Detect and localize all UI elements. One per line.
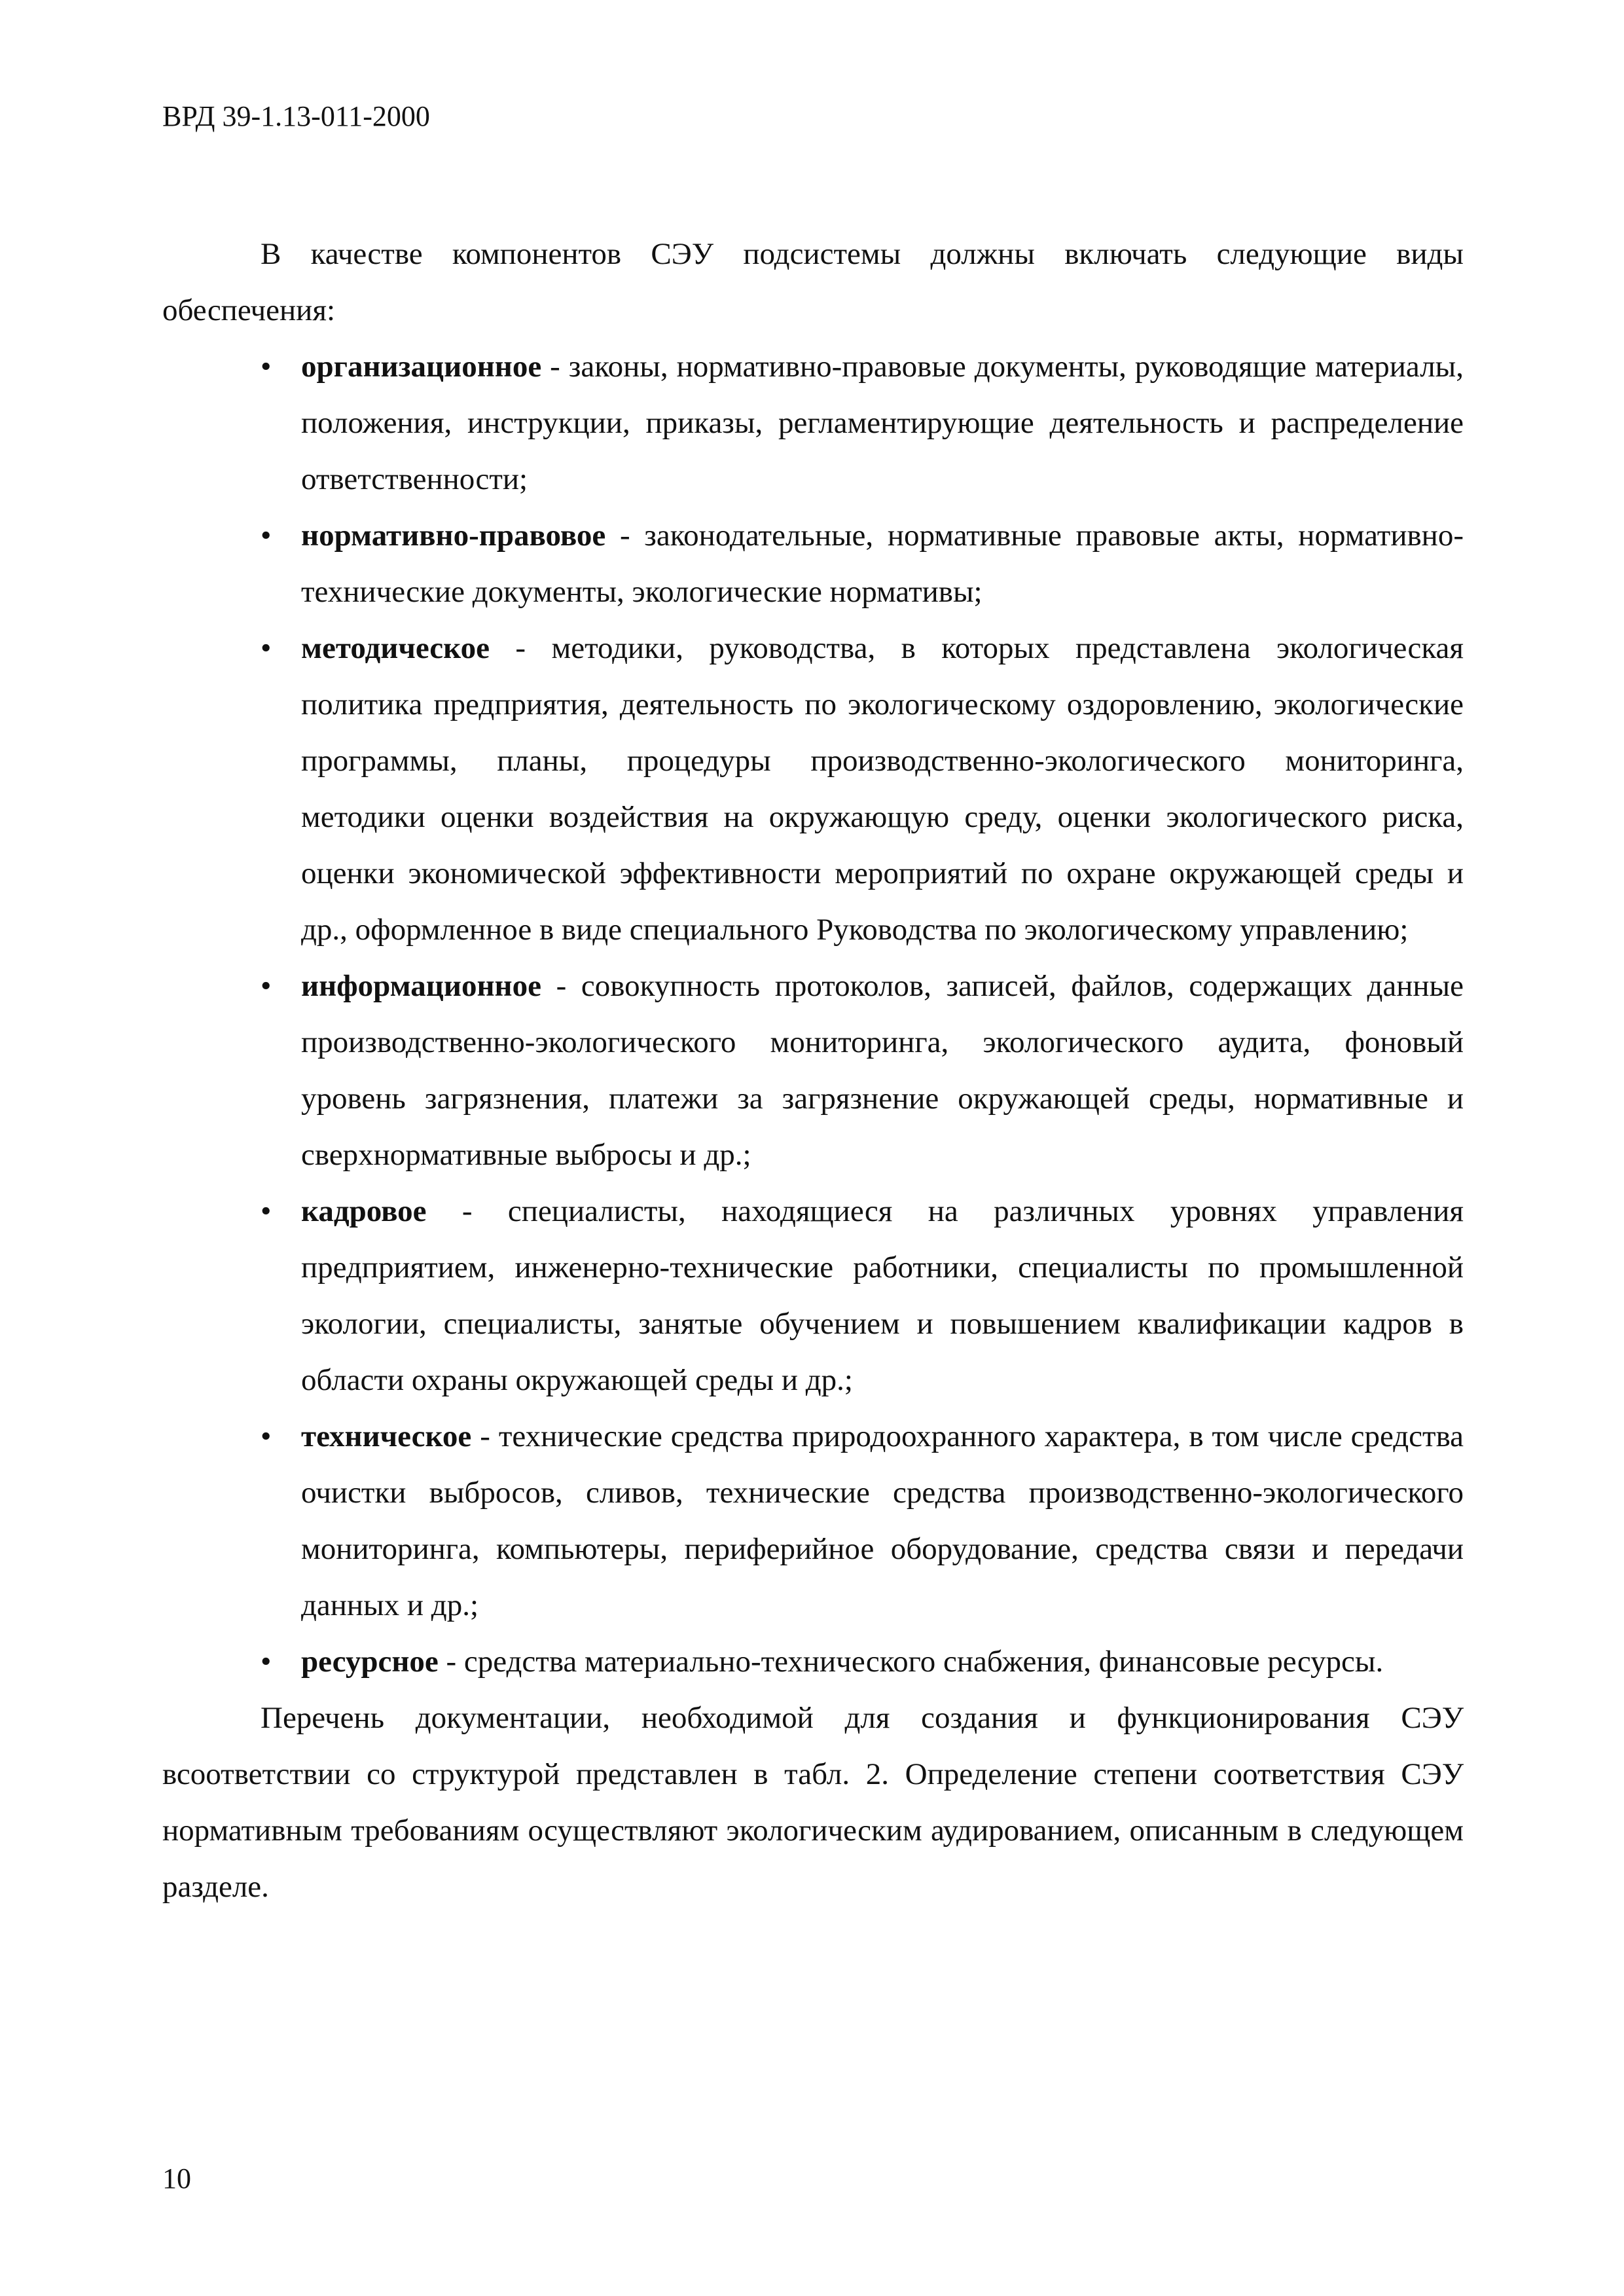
list-item-term: информационное (301, 969, 541, 1003)
list-item-text: - специалисты, находящиеся на различных уровнях управления предприятием, инженерно-технические работники, специалисты по промышленной экологии, специалисты, занятые обучением и повышением квалификации кадров в области охраны окружающей среды и др.; (301, 1194, 1464, 1397)
list-item-term: организационное (301, 350, 542, 384)
list-item-resource (162, 1633, 1464, 1690)
closing-paragraph: Перечень документации, необходимой для создания и функционирования СЭУ всоответствии со структурой представлен в табл. 2. Определение степени соответствия СЭУ нормативным требованиям осуществляют экологическим аудированием, описанным в следующем разделе. (162, 1701, 1464, 1904)
list-item-term: методическое (301, 631, 490, 665)
intro-paragraph: В качестве компонентов СЭУ подсистемы должны включать следующие виды обеспечения: (162, 237, 1464, 327)
list-item-term: нормативно-правовое (301, 519, 606, 553)
bullet-icon: • (261, 631, 272, 665)
document-code-header: ВРД 39-1.13-011-2000 (162, 100, 430, 132)
list-item-term: ресурсное (301, 1645, 439, 1679)
list-item-methodological (162, 620, 1464, 958)
bullet-icon: • (261, 519, 272, 553)
bullet-icon: • (261, 1645, 272, 1679)
bullet-icon: • (261, 1194, 272, 1228)
list-item-text: - средства материально-технического снабжения, финансовые ресурсы. (438, 1645, 1384, 1679)
bullet-icon: • (261, 350, 272, 384)
list-item-text: - законодательные, нормативные правовые акты, нормативно-технические документы, экологические нормативы; (301, 519, 1464, 609)
list-item-informational (162, 958, 1464, 1183)
page-number: 10 (162, 2162, 191, 2195)
list-item-text: - технические средства природоохранного характера, в том числе средства очистки выбросов, сливов, технические средства производственно-экологического мониторинга, компьютеры, периферийное оборудование, средства связи и передачи данных и др.; (301, 1419, 1464, 1622)
list-item-personnel (162, 1183, 1464, 1408)
document-body (162, 226, 1464, 1915)
list-item-organizational (162, 338, 1464, 507)
list-item-term: техническое (301, 1419, 472, 1453)
bullet-icon: • (261, 1419, 272, 1453)
list-item-text: - совокупность протоколов, записей, файлов, содержащих данные производственно-экологического мониторинга, экологического аудита, фоновый уровень загрязнения, платежи за загрязнение окружающей среды, нормативные и сверхнормативные выбросы и др.; (301, 969, 1464, 1172)
list-item-technical (162, 1408, 1464, 1633)
list-item-text: - методики, руководства, в которых представлена экологическая политика предприятия, деятельность по экологическому оздоровлению, экологические программы, планы, процедуры производственно-экологического мониторинга, методики оценки воздействия на окружающую среду, оценки экологического риска, оценки экономической эффективности мероприятий по охране окружающей среды и др., оформленное в виде специального Руководства по экологическому управлению; (301, 631, 1464, 947)
list-item-term: кадровое (301, 1194, 427, 1228)
list-item-regulatory (162, 507, 1464, 620)
bullet-icon: • (261, 969, 272, 1003)
support-types-list (162, 338, 1464, 1690)
list-item-text: - законы, нормативно-правовые документы, руководящие материалы, положения, инструкции, приказы, регламентирующие деятельность и распределение ответственности; (301, 350, 1464, 496)
